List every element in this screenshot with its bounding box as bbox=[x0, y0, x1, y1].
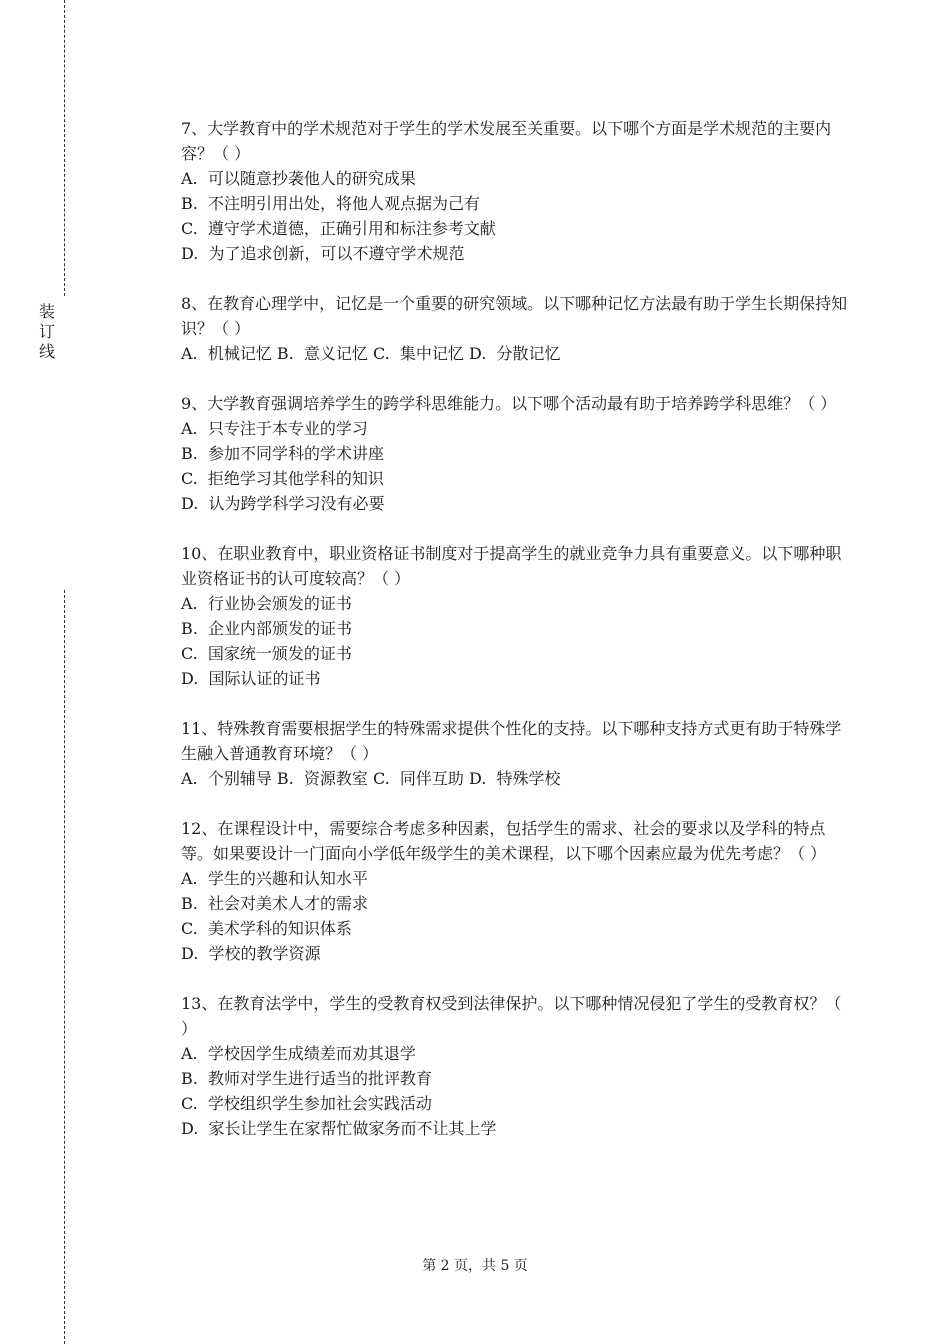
answer-option: A. 学校因学生成绩差而劝其退学 bbox=[181, 1044, 416, 1063]
question-block bbox=[181, 991, 851, 1141]
binding-label bbox=[38, 302, 56, 362]
page-footer: 第 2 页，共 5 页 bbox=[422, 1258, 528, 1274]
answer-option: D. 家长让学生在家帮忙做家务而不让其上学 bbox=[181, 1119, 497, 1138]
answer-option: D. 学校的教学资源 bbox=[181, 944, 321, 963]
question-stem: 13、在教育法学中，学生的受教育权受到法律保护。以下哪种情况侵犯了学生的受教育权？（ ） bbox=[181, 994, 842, 1038]
question-stem: 8、在教育心理学中，记忆是一个重要的研究领域。以下哪种记忆方法最有助于学生长期保持知识？（ ） bbox=[181, 294, 848, 338]
answer-option: C. 国家统一颁发的证书 bbox=[181, 644, 352, 663]
question-block bbox=[181, 291, 851, 366]
question-block bbox=[181, 541, 851, 691]
question-stem: 9、大学教育强调培养学生的跨学科思维能力。以下哪个活动最有助于培养跨学科思维？（ ） bbox=[181, 394, 837, 413]
binding-line-bottom bbox=[64, 590, 65, 1344]
question-list bbox=[181, 116, 851, 1166]
question-block bbox=[181, 116, 851, 266]
answer-option: B. 社会对美术人才的需求 bbox=[181, 894, 369, 913]
question-stem: 10、在职业教育中，职业资格证书制度对于提高学生的就业竞争力具有重要意义。以下哪种职业资格证书的认可度较高？（ ） bbox=[181, 544, 842, 588]
answer-option: A. 可以随意抄袭他人的研究成果 bbox=[181, 169, 416, 188]
answer-option: A. 行业协会颁发的证书 bbox=[181, 594, 352, 613]
answer-option: B. 参加不同学科的学术讲座 bbox=[181, 444, 385, 463]
answer-option: B. 不注明引用出处，将他人观点据为己有 bbox=[181, 194, 481, 213]
answer-option: B. 企业内部颁发的证书 bbox=[181, 619, 353, 638]
question-stem: 11、特殊教育需要根据学生的特殊需求提供个性化的支持。以下哪种支持方式更有助于特殊学生融入普通教育环境？（ ） bbox=[181, 719, 842, 763]
answer-option: C. 美术学科的知识体系 bbox=[181, 919, 352, 938]
answer-option: C. 学校组织学生参加社会实践活动 bbox=[181, 1094, 432, 1113]
question-block bbox=[181, 716, 851, 791]
answer-option: D. 国际认证的证书 bbox=[181, 669, 321, 688]
binding-char: 线 bbox=[38, 342, 55, 361]
answer-option: B. 教师对学生进行适当的批评教育 bbox=[181, 1069, 433, 1088]
question-stem: 7、大学教育中的学术规范对于学生的学术发展至关重要。以下哪个方面是学术规范的主要内容？（ ） bbox=[181, 119, 832, 163]
binding-char: 装 bbox=[38, 302, 55, 321]
answer-option: A. 机械记忆 B. 意义记忆 C. 集中记忆 D. 分散记忆 bbox=[181, 344, 561, 363]
answer-option: C. 拒绝学习其他学科的知识 bbox=[181, 469, 384, 488]
binding-line-top bbox=[64, 0, 65, 296]
answer-option: C. 遵守学术道德，正确引用和标注参考文献 bbox=[181, 219, 496, 238]
binding-char: 订 bbox=[38, 322, 55, 341]
answer-option: D. 认为跨学科学习没有必要 bbox=[181, 494, 385, 513]
question-block bbox=[181, 816, 851, 966]
question-stem: 12、在课程设计中，需要综合考虑多种因素，包括学生的需求、社会的要求以及学科的特点等。如果要设计一门面向小学低年级学生的美术课程，以下哪个因素应最为优先考虑？（ ） bbox=[181, 819, 827, 863]
question-block bbox=[181, 391, 851, 516]
answer-option: A. 个别辅导 B. 资源教室 C. 同伴互助 D. 特殊学校 bbox=[181, 769, 561, 788]
answer-option: A. 学生的兴趣和认知水平 bbox=[181, 869, 368, 888]
answer-option: A. 只专注于本专业的学习 bbox=[181, 419, 368, 438]
answer-option: D. 为了追求创新，可以不遵守学术规范 bbox=[181, 244, 465, 263]
